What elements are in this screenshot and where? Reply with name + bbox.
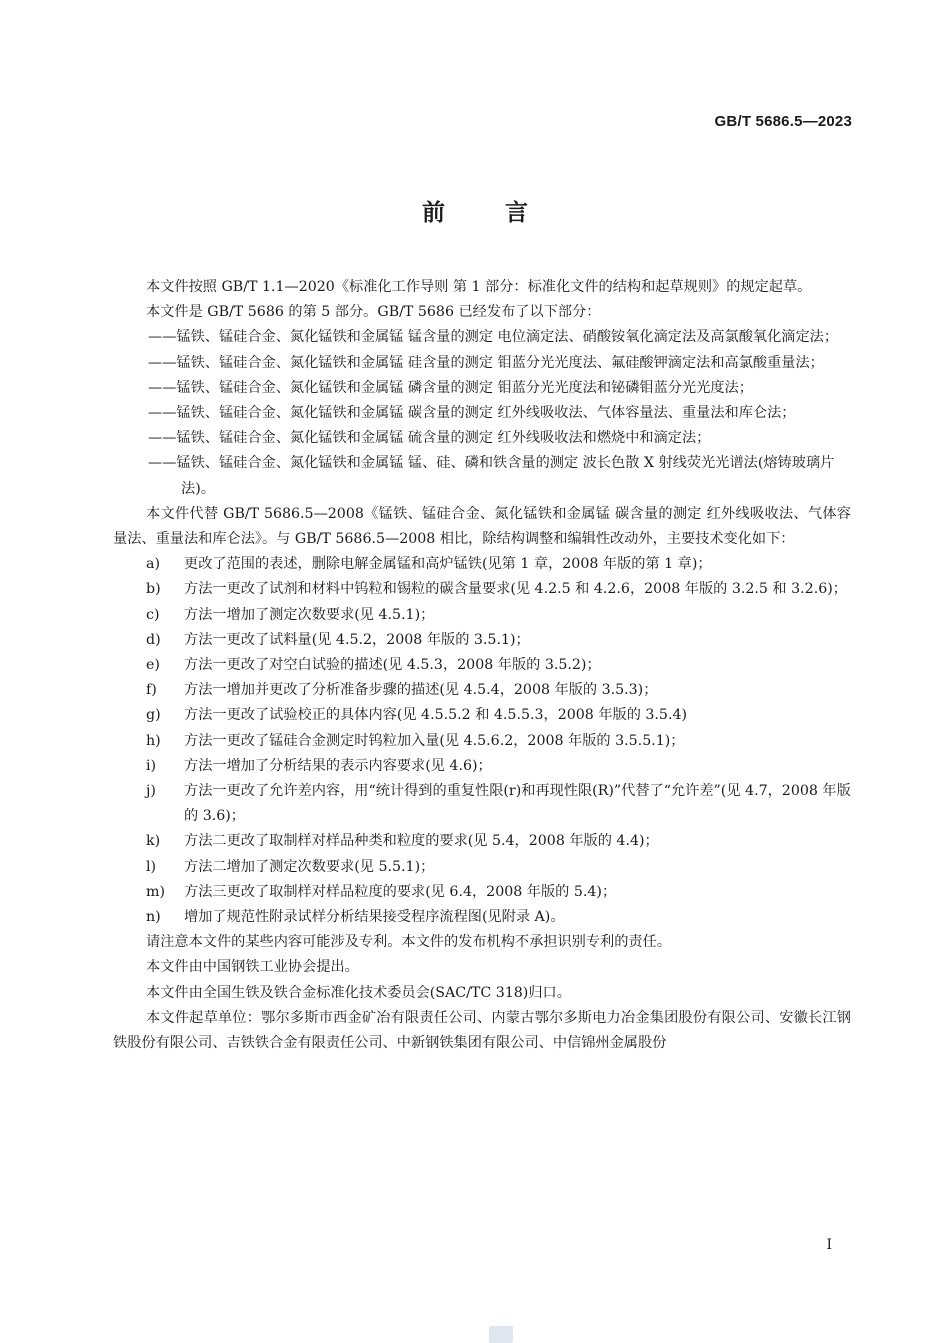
part-item: ——锰铁、锰硅合金、氮化锰铁和金属锰 碳含量的测定 红外线吸收法、气体容量法、重量法和库仑法； <box>148 405 796 422</box>
change-item <box>113 829 851 854</box>
patent-notice: 请注意本文件的某些内容可能涉及专利。本文件的发布机构不承担识别专利的责任。 <box>146 934 671 951</box>
page-number: I <box>826 1237 832 1253</box>
change-item <box>113 603 851 628</box>
change-item <box>113 552 851 577</box>
change-label: l) <box>146 858 157 875</box>
change-item <box>113 855 851 880</box>
page-title: 前 言 <box>421 200 528 226</box>
change-text: 更改了范围的表述，删除电解金属锰和高炉锰铁(见第 1 章，2008 年版的第 1 章)； <box>184 556 712 573</box>
change-item <box>113 628 851 653</box>
change-item <box>113 729 851 754</box>
part-item: ——锰铁、锰硅合金、氮化锰铁和金属锰 硅含量的测定 钼蓝分光光度法、氟硅酸钾滴定法和高氯酸重量法； <box>148 354 824 371</box>
change-label: c) <box>146 606 160 623</box>
change-item <box>113 779 851 829</box>
change-text: 方法三更改了取制样对样品粒度的要求(见 6.4，2008 年版的 5.4)； <box>184 883 617 900</box>
change-label: d) <box>146 631 161 648</box>
change-label: b) <box>146 581 161 598</box>
change-text: 方法一更改了允许差内容，用“统计得到的重复性限(r)和再现性限(R)”代替了“允许差”(见 4.7，2008 年版的 3.6)； <box>184 783 851 825</box>
change-text: 增加了规范性附录试样分析结果接受程序流程图(见附录 A)。 <box>184 909 565 926</box>
change-text: 方法一增加了测定次数要求(见 4.5.1)； <box>184 606 435 623</box>
change-label: f) <box>146 682 157 699</box>
intro-paragraph: 本文件按照 GB/T 1.1—2020《标准化工作导则 第 1 部分：标准化文件的结构和起草规则》的规定起草。 <box>146 279 812 295</box>
committee-statement: 本文件由全国生铁及铁合金标准化技术委员会(SAC/TC 318)归口。 <box>146 984 571 1001</box>
drafting-units: 本文件起草单位：鄂尔多斯市西金矿冶有限责任公司、内蒙古鄂尔多斯电力冶金集团股份有限公司、安徽长江钢铁股份有限公司、吉铁铁合金有限责任公司、中新钢铁集团有限公司、中信锦州金属股份 <box>113 1009 851 1052</box>
change-label: e) <box>146 657 160 674</box>
change-label: h) <box>146 732 161 749</box>
intro-paragraph: 本文件是 GB/T 5686 的第 5 部分。GB/T 5686 已经发布了以下部分： <box>146 304 601 321</box>
replacement-paragraph: 本文件代替 GB/T 5686.5—2008《锰铁、锰硅合金、氮化锰铁和金属锰 碳含量的测定 红外线吸收法、气体容量法、重量法和库仑法》。与 GB/T 5686.5—2008 相比，除结构调整和编辑性改动外，主要技术变化如下： <box>113 505 851 548</box>
change-text: 方法二更改了取制样对样品种类和粒度的要求(见 5.4，2008 年版的 4.4)； <box>184 833 659 850</box>
proposer-statement: 本文件由中国钢铁工业协会提出。 <box>146 959 359 976</box>
change-item <box>113 905 851 930</box>
change-text: 方法一增加了分析结果的表示内容要求(见 4.6)； <box>184 757 492 774</box>
change-text: 方法一更改了试剂和材料中钨粒和锡粒的碳含量要求(见 4.2.5 和 4.2.6，2008 年版的 3.2.5 和 3.2.6)； <box>184 581 847 598</box>
change-text: 方法一更改了锰硅合金测定时钨粒加入量(见 4.5.6.2，2008 年版的 3.5.5.1)； <box>184 732 685 749</box>
change-text: 方法一更改了对空白试验的描述(见 4.5.3，2008 年版的 3.5.2)； <box>184 657 601 674</box>
change-item <box>113 678 851 703</box>
change-item <box>113 653 851 678</box>
part-item: ——锰铁、锰硅合金、氮化锰铁和金属锰 锰、硅、磷和铁含量的测定 波长色散 X 射线荧光光谱法(熔铸玻璃片法)。 <box>148 455 835 497</box>
change-text: 方法一更改了试料量(见 4.5.2，2008 年版的 3.5.1)； <box>184 631 530 648</box>
change-item <box>113 577 851 602</box>
change-label: k) <box>146 833 161 850</box>
change-text: 方法二增加了测定次数要求(见 5.5.1)； <box>184 858 435 875</box>
document-body <box>113 275 851 1056</box>
change-item <box>113 754 851 779</box>
change-text: 方法一更改了试验校正的具体内容(见 4.5.5.2 和 4.5.5.3，2008 年版的 3.5.4) <box>184 707 688 724</box>
change-label: g) <box>146 707 161 724</box>
change-label: a) <box>146 556 160 573</box>
change-label: m) <box>146 883 165 900</box>
change-text: 方法一增加并更改了分析准备步骤的描述(见 4.5.4，2008 年版的 3.5.3)； <box>184 682 658 699</box>
part-item: ——锰铁、锰硅合金、氮化锰铁和金属锰 磷含量的测定 钼蓝分光光度法和铋磷钼蓝分光光度法； <box>148 379 753 396</box>
change-label: i) <box>146 757 157 774</box>
change-item <box>113 703 851 728</box>
change-item <box>113 880 851 905</box>
part-item: ——锰铁、锰硅合金、氮化锰铁和金属锰 硫含量的测定 红外线吸收法和燃烧中和滴定法； <box>148 430 711 447</box>
part-item: ——锰铁、锰硅合金、氮化锰铁和金属锰 锰含量的测定 电位滴定法、硝酸铵氧化滴定法及高氯酸氧化滴定法； <box>148 329 839 346</box>
watermark-stamp <box>489 1326 513 1343</box>
change-label: j) <box>146 783 156 800</box>
standard-code: GB/T 5686.5—2023 <box>714 113 852 130</box>
change-label: n) <box>146 909 161 926</box>
